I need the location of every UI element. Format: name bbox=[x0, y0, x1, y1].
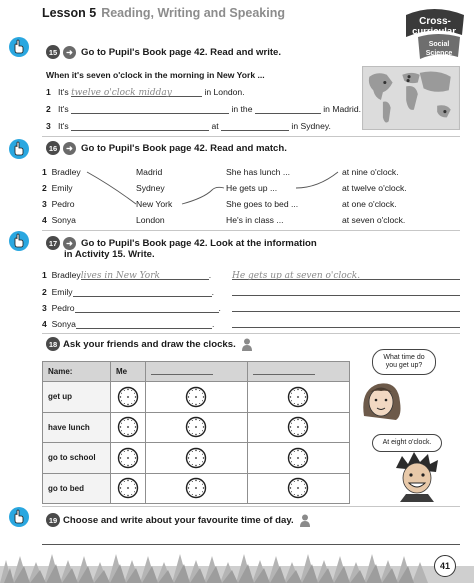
match-activity-2[interactable]: He gets up ... bbox=[226, 183, 278, 193]
match-time-4[interactable]: at seven o'clock. bbox=[342, 215, 406, 225]
answer-blank[interactable] bbox=[232, 270, 460, 280]
exercise-number-badge: 19 bbox=[46, 513, 60, 527]
decorative-grass-strip bbox=[0, 546, 474, 583]
example-answer: lives in New York bbox=[80, 271, 160, 281]
answer-blank[interactable] bbox=[71, 87, 202, 97]
match-name-text: Pedro bbox=[51, 199, 75, 209]
clock-icon[interactable] bbox=[185, 386, 207, 408]
match-activity-3[interactable]: She goes to bed ... bbox=[226, 199, 299, 209]
activity-label: go to school bbox=[43, 443, 111, 474]
exercise-number-badge: 17 bbox=[46, 236, 60, 250]
row-number: 3 bbox=[42, 199, 47, 209]
row-mid: in London. bbox=[204, 87, 245, 97]
row-name: Sonya bbox=[51, 319, 76, 329]
clock-icon[interactable] bbox=[287, 447, 309, 469]
badge-text-4: Science bbox=[425, 50, 453, 57]
table-row bbox=[43, 443, 350, 474]
lesson-subtitle: Reading, Writing and Speaking bbox=[101, 6, 286, 20]
match-activity-1[interactable]: She has lunch ... bbox=[226, 167, 291, 177]
section-divider bbox=[42, 333, 460, 334]
activity-label: go to bed bbox=[43, 473, 111, 504]
match-city-3[interactable]: New York bbox=[136, 199, 173, 209]
exercise-17-row-1: 1 Bradleylives in New York . bbox=[42, 270, 212, 281]
exercise-18-instruction: Ask your friends and draw the clocks. bbox=[63, 338, 236, 350]
row-number: 1 bbox=[42, 167, 47, 177]
friend-name-blank[interactable] bbox=[151, 367, 213, 375]
match-time-2[interactable]: at twelve o'clock. bbox=[342, 183, 407, 193]
clock-icon[interactable] bbox=[185, 477, 207, 499]
row-number: 1 bbox=[46, 87, 51, 97]
table-row bbox=[43, 412, 350, 443]
match-city-2[interactable]: Sydney bbox=[136, 183, 165, 193]
writing-line[interactable] bbox=[42, 544, 460, 545]
exercise-16-instruction: Go to Pupil's Book page 42. Read and match. bbox=[81, 142, 287, 154]
answer-blank[interactable] bbox=[232, 286, 460, 296]
exercise-15-row-2 bbox=[46, 104, 361, 114]
activity-label: get up bbox=[43, 382, 111, 413]
exercise-16-header bbox=[46, 141, 287, 155]
pair-work-icon bbox=[241, 338, 253, 351]
lesson-title bbox=[42, 6, 285, 20]
page-number: 41 bbox=[434, 555, 456, 577]
match-time-3[interactable]: at one o'clock. bbox=[342, 199, 397, 209]
clock-icon[interactable] bbox=[117, 416, 139, 438]
exercise-15-row-3 bbox=[46, 121, 331, 131]
row-number: 2 bbox=[42, 287, 47, 297]
row-start: It's bbox=[57, 121, 69, 131]
clock-icon[interactable] bbox=[185, 416, 207, 438]
table-row bbox=[43, 382, 350, 413]
clock-cell[interactable] bbox=[145, 412, 247, 443]
answer-blank[interactable] bbox=[73, 287, 212, 297]
answer-blank[interactable] bbox=[71, 121, 209, 131]
table-header-cell: Name: bbox=[43, 362, 111, 382]
table-row bbox=[43, 473, 350, 504]
exercise-17-row-2: 2 Emily . bbox=[42, 287, 214, 297]
clock-icon[interactable] bbox=[287, 477, 309, 499]
exercise-number-badge: 15 bbox=[46, 45, 60, 59]
row-number: 2 bbox=[46, 104, 51, 114]
badge-text-1: Cross- bbox=[419, 16, 451, 27]
clock-cell[interactable] bbox=[247, 473, 349, 504]
match-activity-4[interactable]: He's in class ... bbox=[226, 215, 284, 225]
match-name-3[interactable] bbox=[42, 199, 75, 209]
row-start: It's bbox=[57, 87, 69, 97]
row-start: It's bbox=[57, 104, 69, 114]
match-name-text: Emily bbox=[51, 183, 73, 193]
book-arrow-icon: ➜ bbox=[63, 46, 76, 59]
match-name-1[interactable] bbox=[42, 167, 81, 177]
answer-blank[interactable] bbox=[232, 302, 460, 312]
exercise-number-badge: 16 bbox=[46, 141, 60, 155]
answer-blank[interactable] bbox=[255, 104, 321, 114]
row-number: 2 bbox=[42, 183, 47, 193]
answer-blank[interactable] bbox=[71, 104, 229, 114]
clock-icon[interactable] bbox=[185, 447, 207, 469]
friend-name-blank[interactable] bbox=[253, 367, 315, 375]
row-number: 3 bbox=[42, 303, 47, 313]
clock-cell[interactable] bbox=[111, 443, 146, 474]
section-divider bbox=[42, 506, 460, 507]
exercise-17-instruction-2: in Activity 15. Write. bbox=[64, 249, 155, 260]
example-answer: twelve o'clock midday bbox=[71, 88, 172, 98]
boy-character-image bbox=[390, 450, 444, 502]
match-name-text: Bradley bbox=[51, 167, 81, 177]
book-arrow-icon: ➜ bbox=[63, 237, 76, 250]
row-number: 1 bbox=[42, 270, 47, 280]
row-name: Bradley bbox=[51, 270, 81, 280]
clock-cell[interactable] bbox=[247, 382, 349, 413]
row-mid: at bbox=[211, 121, 219, 131]
badge-text-3: Social bbox=[428, 41, 450, 48]
clock-cell[interactable] bbox=[111, 473, 146, 504]
activity-label: have lunch bbox=[43, 412, 111, 443]
book-arrow-icon: ➜ bbox=[63, 142, 76, 155]
answer-blank[interactable] bbox=[75, 303, 219, 313]
clock-icon[interactable] bbox=[117, 447, 139, 469]
exercise-15-instruction: Go to Pupil's Book page 42. Read and write. bbox=[81, 46, 282, 58]
section-divider bbox=[42, 230, 460, 231]
clock-cell[interactable] bbox=[247, 412, 349, 443]
clock-cell[interactable] bbox=[247, 443, 349, 474]
clock-cell[interactable] bbox=[145, 473, 247, 504]
clock-cell[interactable] bbox=[111, 382, 146, 413]
hand-pointer-icon bbox=[8, 506, 30, 528]
row-name: Emily bbox=[51, 287, 73, 297]
exercise-number-badge: 18 bbox=[46, 337, 60, 351]
exercise-18-header bbox=[46, 337, 253, 351]
match-name-4[interactable] bbox=[42, 215, 76, 225]
hand-pointer-icon bbox=[8, 138, 30, 160]
speech-bubble-question: What time do you get up? bbox=[372, 349, 436, 375]
exercise-19-header bbox=[46, 513, 311, 527]
lesson-number: Lesson 5 bbox=[42, 6, 97, 20]
world-map-image bbox=[362, 66, 460, 130]
row-number: 3 bbox=[46, 121, 51, 131]
cross-curricular-badge bbox=[398, 5, 470, 63]
match-name-2[interactable] bbox=[42, 183, 73, 193]
clock-icon[interactable] bbox=[117, 386, 139, 408]
answer-blank[interactable] bbox=[76, 319, 212, 329]
hand-pointer-icon bbox=[8, 230, 30, 252]
exercise-15-header bbox=[46, 45, 281, 59]
hand-pointer-icon bbox=[8, 36, 30, 58]
answer-blank[interactable] bbox=[81, 270, 209, 280]
match-city-1[interactable]: Madrid bbox=[136, 167, 163, 177]
answer-blank[interactable] bbox=[221, 121, 289, 131]
row-end: in Sydney. bbox=[291, 121, 331, 131]
exercise-17-row-1-sentence[interactable] bbox=[232, 270, 460, 280]
exercise-15-prompt: When it's seven o'clock in the morning in New York ... bbox=[46, 70, 265, 80]
speech-bubble-answer: At eight o'clock. bbox=[372, 434, 442, 452]
row-name: Pedro bbox=[51, 303, 75, 313]
table-header-cell: Me bbox=[111, 362, 146, 382]
clock-cell[interactable] bbox=[145, 382, 247, 413]
answer-blank[interactable] bbox=[232, 318, 460, 328]
clock-cell[interactable] bbox=[111, 412, 146, 443]
row-end: in Madrid. bbox=[323, 104, 361, 114]
clock-icon[interactable] bbox=[287, 416, 309, 438]
row-number: 4 bbox=[42, 215, 47, 225]
pair-work-icon bbox=[299, 514, 311, 527]
clock-icon[interactable] bbox=[287, 386, 309, 408]
row-mid: in the bbox=[231, 104, 253, 114]
clock-icon[interactable] bbox=[117, 477, 139, 499]
exercise-17-instruction-1: Go to Pupil's Book page 42. Look at the information bbox=[81, 237, 317, 249]
exercise-17-row-4: 4 Sonya . bbox=[42, 319, 215, 329]
match-name-text: Sonya bbox=[51, 215, 76, 225]
example-answer: He gets up at seven o'clock. bbox=[232, 271, 361, 281]
exercise-15-row-1 bbox=[46, 87, 245, 97]
section-divider bbox=[42, 136, 460, 137]
row-number: 4 bbox=[42, 319, 47, 329]
exercise-17-row-3: 3 Pedro . bbox=[42, 303, 221, 313]
clocks-table bbox=[42, 361, 350, 504]
badge-text-2: curricular bbox=[412, 26, 456, 37]
match-city-4[interactable]: London bbox=[136, 215, 165, 225]
exercise-19-instruction: Choose and write about your favourite time of day. bbox=[63, 514, 294, 526]
girl-character-image bbox=[356, 376, 406, 422]
table-header-row bbox=[43, 362, 350, 382]
exercise-17-header bbox=[46, 236, 317, 250]
table-header-cell[interactable] bbox=[247, 362, 349, 382]
clock-cell[interactable] bbox=[145, 443, 247, 474]
match-time-1[interactable]: at nine o'clock. bbox=[342, 167, 399, 177]
table-header-cell[interactable] bbox=[145, 362, 247, 382]
